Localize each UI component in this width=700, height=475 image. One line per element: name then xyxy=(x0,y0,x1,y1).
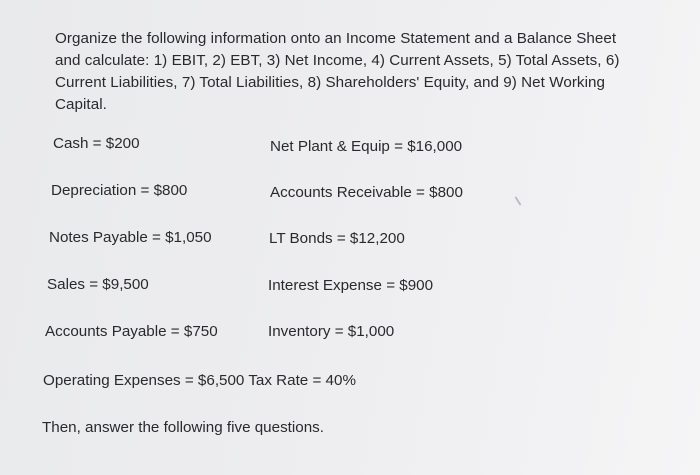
lt-bonds-item: LT Bonds = $12,200 xyxy=(269,230,405,247)
instructions-paragraph xyxy=(55,28,655,116)
accounts-payable-item: Accounts Payable = $750 xyxy=(45,323,218,340)
instructions-line-3: Current Liabilities, 7) Total Liabilities, 8) Shareholders' Equity, and 9) Net Working xyxy=(55,74,605,91)
accounts-receivable-item: Accounts Receivable = $800 xyxy=(270,184,463,201)
operating-expenses-tax-rate-item: Operating Expenses = $6,500 Tax Rate = 40% xyxy=(43,372,356,389)
sales-item: Sales = $9,500 xyxy=(47,276,149,293)
instructions-line-1: Organize the following information onto an Income Statement and a Balance Sheet xyxy=(55,30,617,47)
pen-mark xyxy=(515,196,522,206)
instructions-line-4: Capital. xyxy=(55,96,107,113)
cash-item: Cash = $200 xyxy=(53,135,140,152)
net-plant-equip-item: Net Plant & Equip = $16,000 xyxy=(270,138,463,155)
instructions-line-2: and calculate: 1) EBIT, 2) EBT, 3) Net Income, 4) Current Assets, 5) Total Assets, 6) xyxy=(55,52,620,69)
notes-payable-item: Notes Payable = $1,050 xyxy=(49,229,212,246)
closing-instruction: Then, answer the following five questions. xyxy=(42,419,324,436)
depreciation-item: Depreciation = $800 xyxy=(51,182,188,199)
inventory-item: Inventory = $1,000 xyxy=(268,323,395,340)
interest-expense-item: Interest Expense = $900 xyxy=(268,277,434,294)
